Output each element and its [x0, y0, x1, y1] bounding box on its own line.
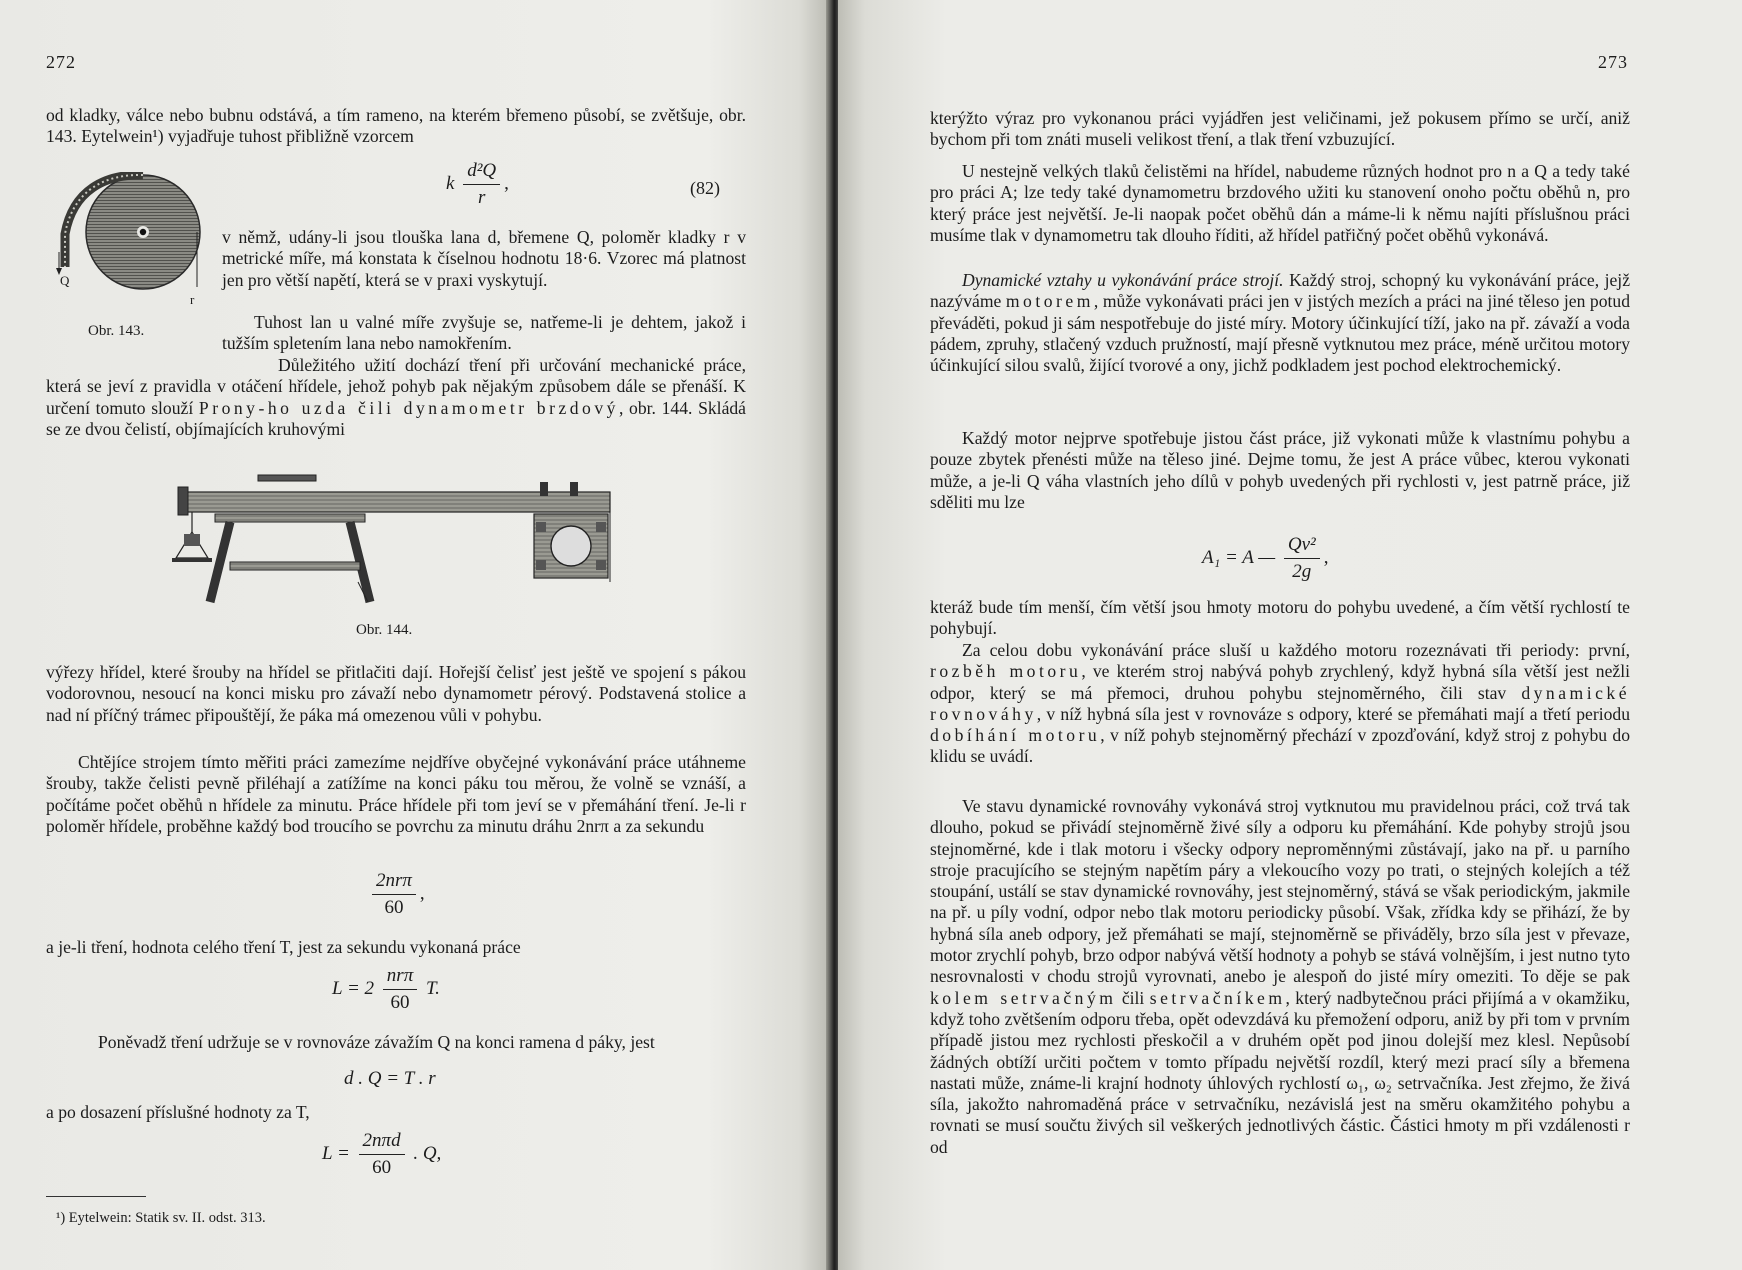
eq82-lhs: k: [446, 172, 455, 194]
eq82-denominator: r: [477, 187, 486, 208]
equation-82: k $\frac{\text{d²Q}}{r}$ ,: [446, 160, 509, 208]
figure-144-prony-brake: [170, 462, 630, 612]
fig143-label-r: r: [190, 292, 195, 307]
right-page: [838, 0, 1742, 1270]
substitution-paragraph: a po dosazení příslušné hodnoty za T,: [46, 1102, 310, 1122]
equation-number-82: (82): [690, 178, 720, 198]
vyrezy-paragraph: výřezy hřídel, které šrouby na hřídel se přitlačiti dají. Hořejší čelisť jest ještě ve spojení s pákou vodorovnou, nesoucí na konci misku pro závaží nebo dynamometr pérový. Podstavená stolice a nad ní příčný trámec připouštějí, že páka má omezenou vůli v pohybu.: [46, 662, 746, 725]
intro-paragraph: od kladky, válce nebo bubnu odstává, a tím rameno, na kterém břemeno působí, se zvětšuje, obr. 143. Eytelwein¹) vyjadřuje tuhost přibližně vzorcem: [46, 105, 746, 147]
right-paragraph-5: kteráž bude tím menší, čím větší jsou hmoty motoru do pohybu uvedené, a čím větší rychlostí te pohybují.: [930, 597, 1630, 639]
equation-dQ-Tr: d . Q = T . r: [344, 1068, 436, 1089]
equation-A1: A₁ = A — $\frac{\text{Qv²}}{2g}$ ,: [1202, 534, 1329, 582]
footnote: ¹) Eytelwein: Statik sv. II. odst. 313.: [56, 1210, 266, 1226]
left-page: [0, 0, 832, 1270]
fig144-caption: Obr. 144.: [356, 622, 413, 638]
right-paragraph-6: Za celou dobu vykonávání práce sluší u každého motoru rozeznávati tři periody: první, rozběh motoru, ve kterém stroj nabývá pohyb zrychlený, když hybná síla větší jest nežli odpor, který se má přemoci, druhou pohybu stejnoměrného, čili stav dynamické rovnováhy, v níž hybná síla jest v rovnováze s odpory, které se přemáhati mají a třetí periodu dobíhání motoru, v níž pohyb stejnoměrný přechází v zpozďování, když stroj z pohybu do klidu se uvádí.: [930, 640, 1630, 767]
rope-paragraph-2: Tuhost lan u valné míře zvyšuje se, natřeme-li je dehtem, jakož i tužším spletením lana nebo namokřením.: [222, 312, 746, 354]
section-heading-italic: Dynamické vztahy u vykonávání práce strojí.: [962, 270, 1284, 290]
prony-paragraph: Důležitého užití dochází tření při určování mechanické práce, která se jeví z pravidla v otáčení hřídele, jehož pohyb pak nějakým způsobem dále se přenáší. K určení tomuto slouží Prony-ho uzda čili dynamometr brzdový, obr. 144. Skládá se ze dvou čelistí, objímajících kruhovými: [46, 355, 746, 439]
fig143-label-q: Q: [60, 273, 70, 288]
rope-paragraph-1: v němž, udány-li jsou tlouška lana d, břemene Q, poloměr kladky r v metrické míře, má konstata k číselnou hodnotu 18·6. Vzorec má platnost jen pro větší napětí, která se v praxi vyskytují.: [222, 227, 746, 290]
eq82-numerator: d²Q: [463, 160, 500, 185]
equilibrium-paragraph: Poněvadž tření udržuje se v rovnováze závažím Q na konci ramena d páky, jest: [98, 1032, 655, 1052]
equation-L-final: L = $\frac{\text{2nπd}}{60}$ . Q,: [322, 1130, 442, 1178]
right-paragraph-3: Dynamické vztahy u vykonávání práce strojí. Každý stroj, schopný ku vykonávání práce, jejž nazýváme motorem, může vykonávati práci jen v jistých mezích a práci na jiné těleso jen potud převáděti, pokud ji sám nespotřebuje do jisté míry. Motory účinkující tíží, jako na př. závaží a voda pádem, zpruhy, stlačený vzduch pružností, mají přesně vytknutou mez práce, méně určitou motory účinkující silou svalů, žijící tvorové a ony, jichž podkladem jest pochod elektrochemický.: [930, 270, 1631, 376]
fig143-caption: Obr. 143.: [88, 323, 145, 339]
page-number-right: 273: [1598, 52, 1628, 72]
measurement-paragraph: Chtějíce strojem tímto měřiti práci zamezíme nejdříve obyčejné vykonávání práce utáhneme šrouby, takže čelisti pevně přiléhají a zatížíme na konci páku tou měrou, že volně se vznáší, a počítáme počet oběhů n hřídele za minutu. Práce hřídele při tom jeví se v přemáhání tření. Je-li r poloměr hřídele, proběhne každý bod troucího se povrchu za minutu dráhu 2nrπ a za sekundu: [46, 752, 746, 836]
right-paragraph-2: U nestejně velkých tlaků čelistěmi na hřídel, nabudeme různých hodnot pro n a Q a tedy také pro práci A; lze tedy také dynamometru brzdového užiti ku stanovení onoho počtu oběhů n, pro který práce jest největší. Je-li naopak počet oběhů dán a máme-li k němu najíti příslušnou práci musíme tlak v dynamometru tak dlouho říditi, až hřídel patřičný počet oběhů vykonává.: [930, 161, 1630, 245]
footnote-rule: [46, 1196, 146, 1197]
right-paragraph-4: Každý motor nejprve spotřebuje jistou část práce, již vykonati může k vlastnímu pohybu a pouze zbytek přenésti může na těleso jiné. Dejme tomu, že jest A práce vůbec, kterou vykonati může, a je-li Q váha vlastních jeho dílů v pohyb uvedených při rychlosti v, jest patrně práce, již sděliti mu lze: [930, 428, 1630, 512]
page-number-left: 272: [46, 52, 76, 72]
term-motorem: motorem: [1005, 291, 1094, 312]
fraction-2nrpi-60: $\frac{\text{2nrπ}}{60}$ ,: [368, 870, 425, 919]
right-paragraph-1: kterýžto výraz pro vykonanou práci vyjádřen jest veličinami, jež pokusem přímo se určí, aniž bychom při tom znáti museli velikost tření, a tlak tření vzbuzující.: [930, 108, 1630, 150]
friction-paragraph: a je-li tření, hodnota celého tření T, jest za sekundu vykonaná práce: [46, 937, 521, 957]
equation-L-work: L = 2 $\frac{\text{nrπ}}{60}$ T.: [332, 965, 440, 1013]
figure-143-pulley: [45, 172, 215, 332]
prony-term: Prony-ho uzda čili dynamometr brzdový: [198, 397, 619, 418]
right-paragraph-7: Ve stavu dynamické rovnováhy vykonává stroj vytknutou mu pravidelnou práci, což trvá tak dlouho, pokud se přivádí stejnoměrně živé síly a odporu ku přemáhání. Kde pohyby strojů jsou stejnoměrné, kde i tlak motoru i všecky odpory neproměnnými zůstávají, jako na př. u parního stroje pracujícího se stejným napětím páry a vlekoucího vozy po trati, o stejných kolejích a též stoupání, ustálí se stav dynamické rovnováhy, jest stejnoměrný, stává se však periodickým, jakmile na př. u píly vodní, odpor nebo tlak motoru periodicky působí. Však, zřídka kdy se přihází, že by hybná síla aneb odpory, jež přemáhati se mají, stejnoměrně se přiváděly, brzo síla jest v převaze, motor zrychlí pohyb, brzo odpor nabývá větší hodnoty a pohyb se stává volnějším, i jest nutno tyto nesrovnalosti v chodu strojů vyrovnati, anebo je alespoň do jisté míry omeziti. To děje se pak kolem setrvačným čili setrvačníkem, který nadbytečnou práci přijímá a v okamžiku, když toho zvětšením odporu třeba, opět odevzdává ku přemožení odporu, aniž by při tom v prvním případě jistou mez rychlosti přeskočil a v druhém opět pod jinou dolejší mez klesl. Nepůsobí žádných obtíží určiti počtem v tomto případu největší rozdíl, který mezi prací síly a břemena nastati může, známe-li krajní hodnoty úhlových rychlostí ω₁, ω₂ setrvačníka. Jest zřejmo, že živá síla, jakožto nahromaděná práce v setrvačníku, nezávislá jest na směru okamžitého pohybu a rovnati se musí součtu živých sil veškerých jednotlivých částic. Částici hmoty m při vzdálenosti r od: [930, 796, 1630, 1157]
